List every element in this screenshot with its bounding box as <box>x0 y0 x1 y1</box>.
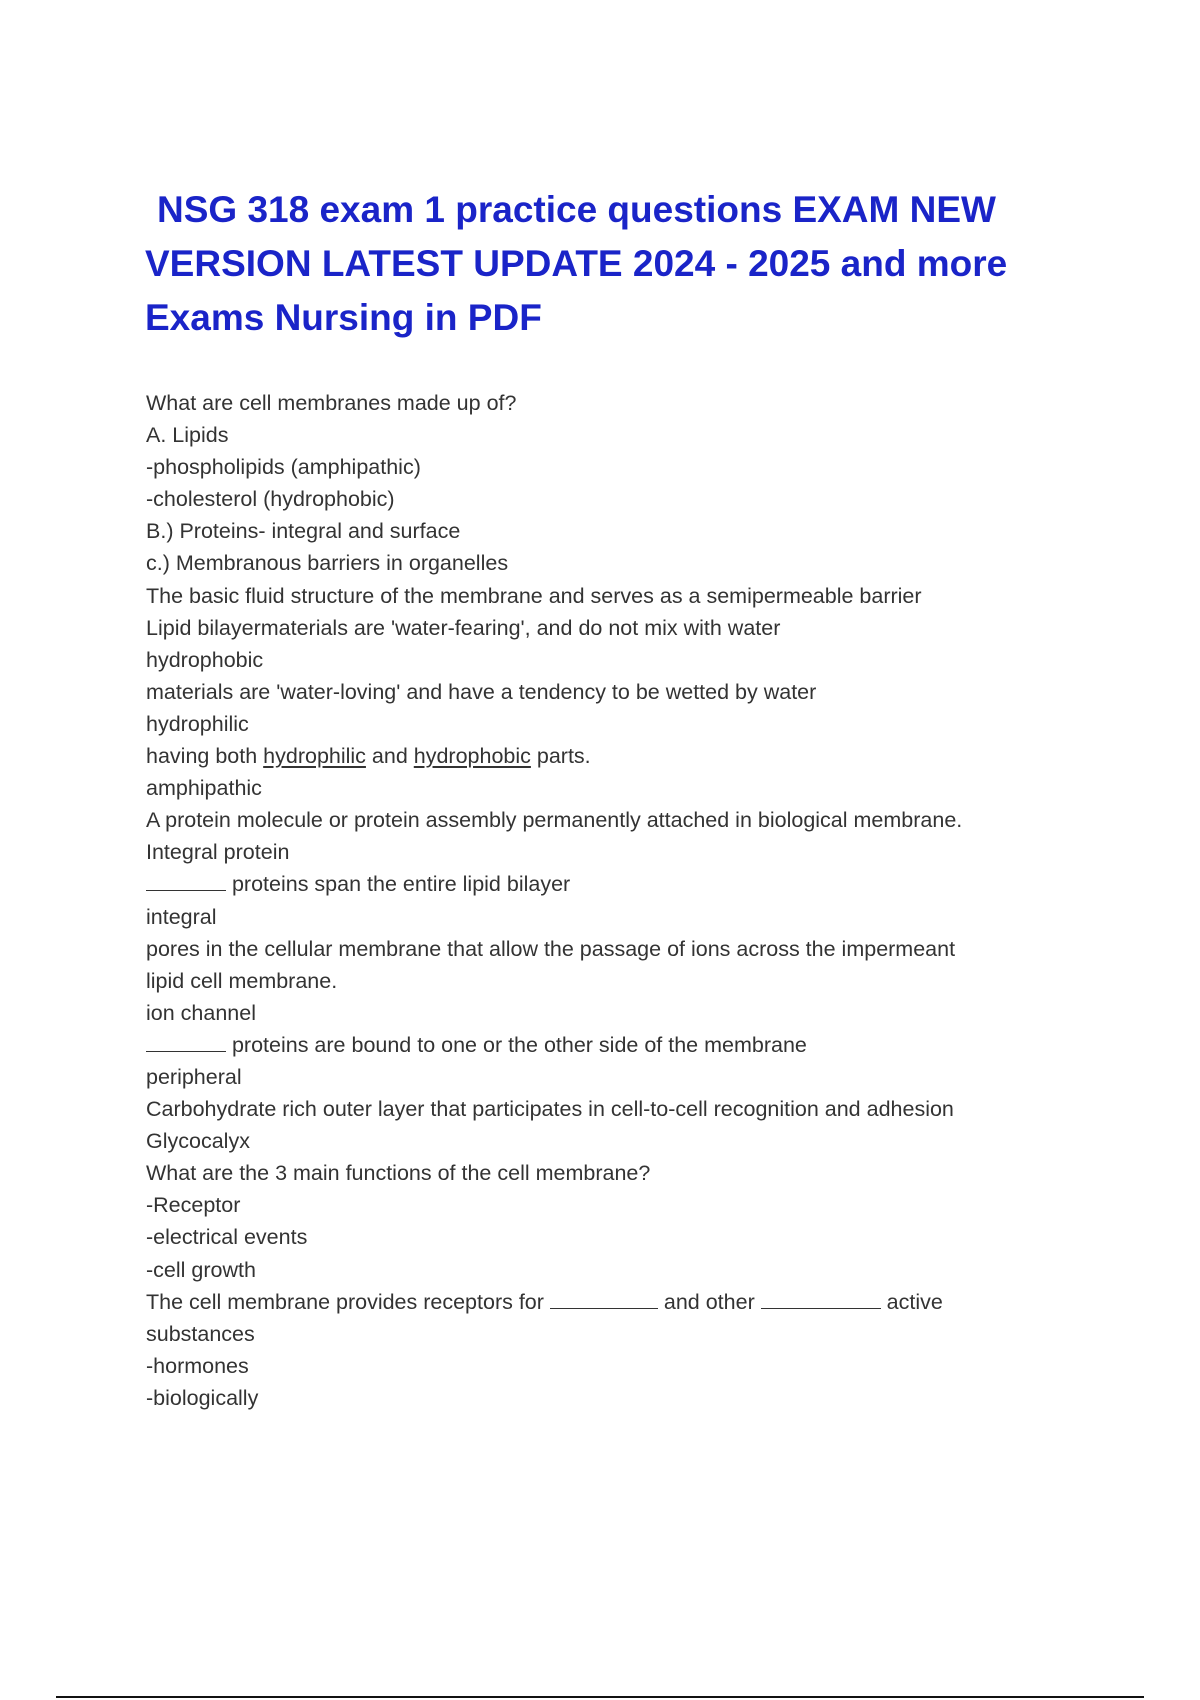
text-fragment: proteins span the entire lipid bilayer <box>226 872 571 897</box>
fill-in-blank <box>146 872 226 891</box>
text-line: -cholesterol (hydrophobic) <box>146 487 395 512</box>
text-line: pores in the cellular membrane that allow the passage of ions across the impermeant <box>146 936 956 961</box>
text-line: lipid cell membrane. <box>146 968 338 993</box>
text-line: -hormones <box>146 1353 249 1378</box>
text-line: hydrophilic <box>146 711 249 736</box>
page-bottom-rule <box>56 1696 1144 1698</box>
fill-in-line-receptors <box>146 1286 1106 1318</box>
fill-in-line-peripheral <box>146 1029 1106 1061</box>
title-line-1: NSG 318 exam 1 practice questions EXAM NEW <box>157 189 996 230</box>
text-line: B.) Proteins- integral and surface <box>146 519 461 544</box>
text-line: integral <box>146 904 217 929</box>
text-line: A protein molecule or protein assembly permanently attached in biological membrane. <box>146 808 963 833</box>
text-line: amphipathic <box>146 776 262 801</box>
hydrophobic-link[interactable]: hydrophobic <box>413 744 531 769</box>
title-line-3: Exams Nursing in PDF <box>145 297 542 338</box>
text-line: ion channel <box>146 1000 256 1025</box>
text-line: -Receptor <box>146 1193 241 1218</box>
text-line: -biologically <box>146 1385 259 1410</box>
fill-in-blank <box>761 1290 881 1309</box>
text-line: The basic fluid structure of the membrane and serves as a semipermeable barrier <box>146 583 922 608</box>
text-line: Carbohydrate rich outer layer that participates in cell-to-cell recognition and adhesion <box>146 1097 954 1122</box>
text-fragment: parts. <box>530 744 591 769</box>
text-fragment: and other <box>657 1289 761 1314</box>
text-line: substances <box>146 1321 255 1346</box>
text-line: -cell growth <box>146 1257 256 1282</box>
text-line: -phospholipids (amphipathic) <box>146 455 421 480</box>
text-line: c.) Membranous barriers in organelles <box>146 551 509 576</box>
text-fragment: The cell membrane provides receptors for <box>146 1289 550 1314</box>
text-line: peripheral <box>146 1064 242 1089</box>
document-body <box>146 387 1106 1414</box>
fill-in-line-integral <box>146 868 1106 900</box>
text-fragment: and <box>365 744 414 769</box>
fill-in-blank <box>550 1290 658 1309</box>
text-line: Integral protein <box>146 840 290 865</box>
title-line-2: VERSION LATEST UPDATE 2024 - 2025 and more <box>145 243 1008 284</box>
text-line: Lipid bilayermaterials are 'water-fearing', and do not mix with water <box>146 615 781 640</box>
text-line: -electrical events <box>146 1225 308 1250</box>
text-line-amphipathic-definition <box>146 740 1106 772</box>
text-line: Glycocalyx <box>146 1129 250 1154</box>
text-line: What are the 3 main functions of the cell membrane? <box>146 1161 651 1186</box>
fill-in-blank <box>146 1033 226 1052</box>
hydrophilic-link[interactable]: hydrophilic <box>263 744 366 769</box>
text-line: What are cell membranes made up of? <box>146 391 517 415</box>
text-line: A. Lipids <box>146 423 229 448</box>
document-title <box>145 183 1105 345</box>
text-line: materials are 'water-loving' and have a tendency to be wetted by water <box>146 679 817 704</box>
text-fragment: proteins are bound to one or the other side of the membrane <box>226 1032 807 1057</box>
text-fragment: active <box>880 1289 943 1314</box>
text-line: hydrophobic <box>146 647 264 672</box>
text-fragment: having both <box>146 744 264 769</box>
